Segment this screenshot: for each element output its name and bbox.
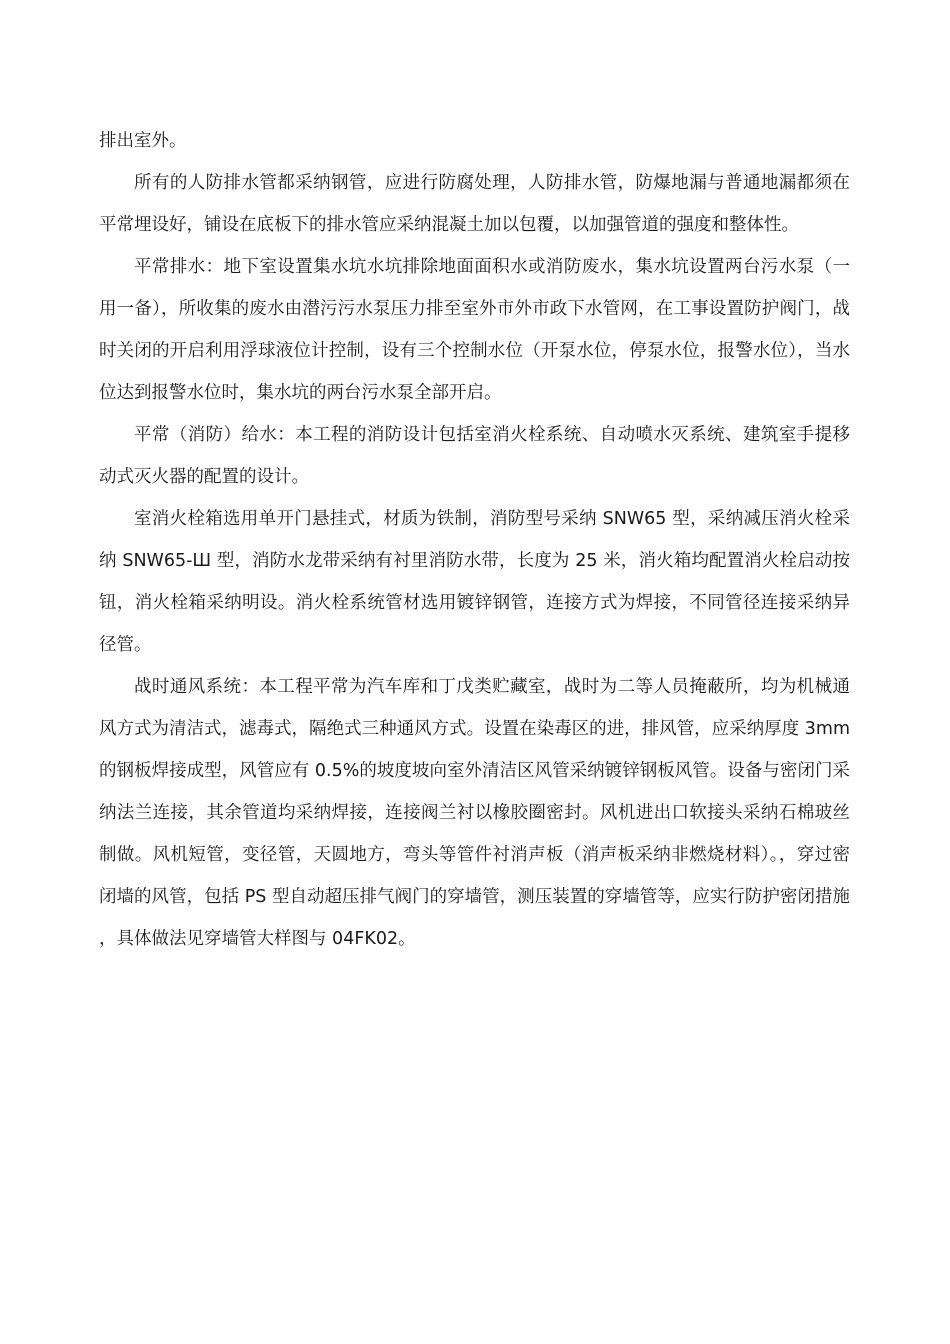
paragraph-drainage-pipes: 所有的人防排水管都采纳钢管，应进行防腐处理，人防排水管，防爆地漏与普通地漏都须在平常埋设好，铺设在底板下的排水管应采纳混凝土加以包覆，以加强管道的强度和整体性。 (99, 173, 850, 235)
paragraph-continuation: 排出室外。 (99, 131, 187, 151)
document-body (99, 120, 850, 960)
paragraph-wartime-ventilation: 战时通风系统：本工程平常为汽车库和丁戊类贮藏室，战时为二等人员掩蔽所，均为机械通风方式为清洁式，滤毒式，隔绝式三种通风方式。设置在染毒区的进，排风管，应采纳厚度 3mm 的钢板焊接成型，风管应有 0.5%的坡度坡向室外清洁区风管采纳镀锌钢板风管。设备与密闭门采纳法兰连接，其余管道均采纳焊接，连接阀兰衬以橡胶圈密封。风机进出口软接头采纳石棉玻丝制做。风机短管，变径管，天圆地方，弯头等管件衬消声板（消声板采纳非燃烧材料）。，穿过密闭墙的风管，包括 PS 型自动超压排气阀门的穿墙管，测压装置的穿墙管等，应实行防护密闭措施，具体做法见穿墙管大样图与 04FK02。 (99, 677, 850, 949)
paragraph-fire-hydrant: 室消火栓箱选用单开门悬挂式，材质为铁制，消防型号采纳 SNW65 型，采纳减压消火栓采纳 SNW65-Ш 型，消防水龙带采纳有衬里消防水带，长度为 25 米，消火箱均配置消火栓启动按钮，消火栓箱采纳明设。消火栓系统管材选用镀锌钢管，连接方式为焊接，不同管径连接采纳异径管。 (99, 509, 850, 655)
paragraph-fire-water-supply: 平常（消防）给水：本工程的消防设计包括室消火栓系统、自动喷水灭系统、建筑室手提移动式灭火器的配置的设计。 (99, 425, 850, 487)
paragraph-peacetime-drainage: 平常排水：地下室设置集水坑水坑排除地面面积水或消防废水，集水坑设置两台污水泵（一用一备），所收集的废水由潜污污水泵压力排至室外市外市政下水管网，在工事设置防护阀门，战时关闭的开启利用浮球液位计控制，设有三个控制水位（开泵水位，停泵水位，报警水位），当水位达到报警水位时，集水坑的两台污水泵全部开启。 (99, 257, 850, 403)
